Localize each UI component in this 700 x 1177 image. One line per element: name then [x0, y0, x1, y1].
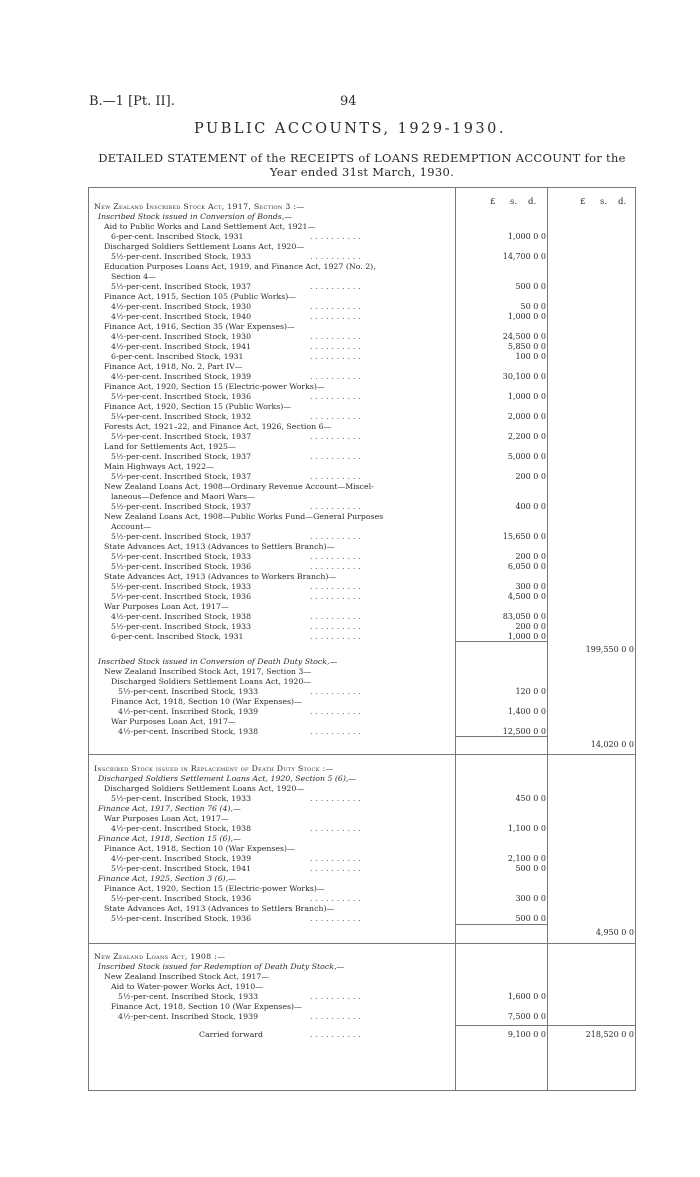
subtotal-amount: 83,050 0 0 — [502, 612, 546, 621]
leader-dots: . . . . . . . . . . — [310, 302, 361, 311]
row-description: 6-per-cent. Inscribed Stock, 1931 — [111, 352, 244, 361]
row-description: 4½-per-cent. Inscribed Stock, 1939 — [111, 372, 252, 381]
row-description: Finance Act, 1916, Section 35 (War Expenses)— — [104, 322, 295, 331]
subtotal-amount: 1,000 0 0 — [507, 632, 546, 641]
table-row — [88, 927, 636, 938]
leader-dots: . . . . . . . . . . — [310, 1030, 361, 1039]
leader-dots: . . . . . . . . . . — [310, 412, 361, 421]
leader-dots: . . . . . . . . . . — [310, 372, 361, 381]
row-description: 5½-per-cent. Inscribed Stock, 1933 — [111, 582, 252, 591]
subtotal-amount: 200 0 0 — [515, 622, 546, 631]
leader-dots: . . . . . . . . . . — [310, 282, 361, 291]
row-description: Section 4— — [111, 272, 156, 281]
table-row — [88, 1029, 636, 1040]
row-description: 4½-per-cent. Inscribed Stock, 1930 — [111, 332, 252, 341]
row-description: Finance Act, 1918, Section 10 (War Expenses)— — [111, 1002, 302, 1011]
row-description: New Zealand Inscribed Stock Act, 1917, Section 3— — [104, 667, 312, 676]
row-description: State Advances Act, 1913 (Advances to Settlers Branch)— — [104, 542, 335, 551]
leader-dots: . . . . . . . . . . — [310, 432, 361, 441]
row-description: 5½-per-cent. Inscribed Stock, 1933 — [111, 552, 252, 561]
leader-dots: . . . . . . . . . . — [310, 582, 361, 591]
row-description: Forests Act, 1921–22, and Finance Act, 1926, Section 6— — [104, 422, 332, 431]
row-description: New Zealand Loans Act, 1908—Ordinary Revenue Account—Miscel- — [104, 482, 374, 491]
row-description: Aid to Public Works and Land Settlement Act, 1921— — [104, 222, 316, 231]
row-description: Land for Settlements Act, 1925— — [104, 442, 236, 451]
total-amount: 4,950 0 0 — [595, 928, 634, 937]
leader-dots: . . . . . . . . . . — [310, 727, 361, 736]
row-description: Main Highways Act, 1922— — [104, 462, 214, 471]
row-description: Finance Act, 1915, Section 105 (Public Works)— — [104, 292, 297, 301]
table-row — [88, 739, 636, 750]
subtotal-amount: 1,600 0 0 — [507, 992, 546, 1001]
row-description: State Advances Act, 1913 (Advances to Workers Branch)— — [104, 572, 337, 581]
row-description: New Zealand Inscribed Stock Act, 1917, Section 3 :— — [94, 202, 305, 211]
table-row — [88, 1011, 636, 1022]
row-description: Finance Act, 1918, Section 10 (War Expenses)— — [111, 697, 302, 706]
row-description: Discharged Soldiers Settlement Loans Act, 1920, Section 5 (6),— — [98, 774, 357, 783]
row-description: 5½-per-cent. Inscribed Stock, 1936 — [111, 914, 252, 923]
leader-dots: . . . . . . . . . . — [310, 914, 361, 923]
leader-dots: . . . . . . . . . . — [310, 592, 361, 601]
leader-dots: . . . . . . . . . . — [310, 794, 361, 803]
leader-dots: . . . . . . . . . . — [310, 392, 361, 401]
subtotal-amount: 200 0 0 — [515, 472, 546, 481]
leader-dots: . . . . . . . . . . — [310, 707, 361, 716]
leader-dots: . . . . . . . . . . — [310, 687, 361, 696]
row-description: War Purposes Loan Act, 1917— — [104, 602, 229, 611]
row-description: 6-per-cent. Inscribed Stock, 1931 — [111, 232, 244, 241]
col-total-pence: d. — [618, 197, 627, 207]
leader-dots: . . . . . . . . . . — [310, 894, 361, 903]
row-description: 5½-per-cent. Inscribed Stock, 1937 — [111, 502, 252, 511]
subtotal-amount: 200 0 0 — [515, 552, 546, 561]
total-amount: 199,550 0 0 — [585, 645, 634, 654]
row-description: Inscribed Stock issued in Replacement of Death Duty Stock :— — [94, 764, 334, 773]
leader-dots: . . . . . . . . . . — [310, 502, 361, 511]
row-description: 5½-per-cent. Inscribed Stock, 1936 — [111, 894, 252, 903]
row-description: 5½-per-cent. Inscribed Stock, 1933 — [111, 252, 252, 261]
row-description: Finance Act, 1918, Section 15 (6),— — [98, 834, 241, 843]
subtotal-amount: 120 0 0 — [515, 687, 546, 696]
row-description: 5½-per-cent. Inscribed Stock, 1937 — [111, 472, 252, 481]
row-description: 5½-per-cent. Inscribed Stock, 1936 — [111, 562, 252, 571]
col-total-shillings: s. — [600, 197, 608, 207]
subtotal-amount: 500 0 0 — [515, 864, 546, 873]
table-row — [88, 913, 636, 924]
statement-table — [88, 187, 636, 1091]
col-total-pounds: £ — [580, 197, 586, 207]
leader-dots: . . . . . . . . . . — [310, 854, 361, 863]
subtotal-amount: 400 0 0 — [515, 502, 546, 511]
row-description: New Zealand Loans Act, 1908—Public Works Fund—General Purposes — [104, 512, 384, 521]
row-description: 5½-per-cent. Inscribed Stock, 1933 — [111, 622, 252, 631]
row-description: War Purposes Loan Act, 1917— — [111, 717, 236, 726]
leader-dots: . . . . . . . . . . — [310, 472, 361, 481]
leader-dots: . . . . . . . . . . — [310, 452, 361, 461]
subtotal-amount: 300 0 0 — [515, 894, 546, 903]
section-divider — [89, 754, 635, 755]
table-bottom-border — [88, 1090, 636, 1091]
table-top-border — [88, 187, 636, 188]
subtotal-amount: 14,700 0 0 — [502, 252, 546, 261]
subtotal-amount: 500 0 0 — [515, 914, 546, 923]
leader-dots: . . . . . . . . . . — [310, 312, 361, 321]
page-title: PUBLIC ACCOUNTS, 1929-1930. — [193, 121, 506, 137]
row-description: War Purposes Loan Act, 1917— — [104, 814, 229, 823]
row-description: New Zealand Inscribed Stock Act, 1917— — [104, 972, 270, 981]
row-description: State Advances Act, 1913 (Advances to Settlers Branch)— — [104, 904, 335, 913]
subtotal-amount: 300 0 0 — [515, 582, 546, 591]
subtotal-amount: 24,500 0 0 — [502, 332, 546, 341]
row-description: 6-per-cent. Inscribed Stock, 1931 — [111, 632, 244, 641]
page-number: 94 — [340, 94, 357, 109]
row-description: Finance Act, 1920, Section 15 (Electric-power Works)— — [104, 382, 325, 391]
subtotal-amount: 450 0 0 — [515, 794, 546, 803]
leader-dots: . . . . . . . . . . — [310, 532, 361, 541]
row-description: 4½-per-cent. Inscribed Stock, 1938 — [111, 824, 252, 833]
row-description: 4½-per-cent. Inscribed Stock, 1939 — [111, 854, 252, 863]
subtotal-amount: 1,000 0 0 — [507, 392, 546, 401]
table-row — [88, 726, 636, 737]
total-amount: 14,020 0 0 — [590, 740, 634, 749]
leader-dots: . . . . . . . . . . — [310, 232, 361, 241]
row-description: Finance Act, 1917, Section 76 (4),— — [98, 804, 241, 813]
row-description: laneous—Defence and Maori Wars— — [111, 492, 255, 501]
row-description: 5½-per-cent. Inscribed Stock, 1933 — [111, 794, 252, 803]
subtotal-amount: 100 0 0 — [515, 352, 546, 361]
row-description: 5½-per-cent. Inscribed Stock, 1933 — [118, 687, 259, 696]
subtotal-amount: 30,100 0 0 — [502, 372, 546, 381]
row-description: 5½-per-cent. Inscribed Stock, 1936 — [111, 592, 252, 601]
document-reference: B.—1 [Pt. II]. — [89, 94, 175, 109]
row-description: Inscribed Stock issued in Conversion of Death Duty Stock,— — [98, 657, 338, 666]
row-description: Education Purposes Loans Act, 1919, and Finance Act, 1927 (No. 2), — [104, 262, 376, 271]
row-description: 5¼-per-cent. Inscribed Stock, 1932 — [111, 412, 252, 421]
subtotal-amount: 5,850 0 0 — [507, 342, 546, 351]
row-description: Finance Act, 1918, Section 10 (War Expenses)— — [104, 844, 295, 853]
leader-dots: . . . . . . . . . . — [310, 552, 361, 561]
subtotal-amount: 2,200 0 0 — [507, 432, 546, 441]
subtotal-amount: 1,000 0 0 — [507, 312, 546, 321]
row-description: 4½-per-cent. Inscribed Stock, 1939 — [118, 1012, 259, 1021]
row-description: 5½-per-cent. Inscribed Stock, 1937 — [111, 432, 252, 441]
row-description: 5½-per-cent. Inscribed Stock, 1936 — [111, 392, 252, 401]
row-description: 4½-per-cent. Inscribed Stock, 1938 — [118, 727, 259, 736]
subtotal-amount: 500 0 0 — [515, 282, 546, 291]
row-description: 5½-per-cent. Inscribed Stock, 1937 — [111, 282, 252, 291]
row-description: Aid to Water-power Works Act, 1910— — [111, 982, 264, 991]
row-description: Inscribed Stock issued for Redemption of Death Duty Stock,— — [98, 962, 345, 971]
leader-dots: . . . . . . . . . . — [310, 252, 361, 261]
row-description: 4½-per-cent. Inscribed Stock, 1940 — [111, 312, 252, 321]
col-sub-pounds: £ — [490, 197, 496, 207]
row-description: 4½-per-cent. Inscribed Stock, 1939 — [118, 707, 259, 716]
leader-dots: . . . . . . . . . . — [310, 1012, 361, 1021]
row-description: Finance Act, 1920, Section 15 (Public Works)— — [104, 402, 292, 411]
row-description: 5½-per-cent. Inscribed Stock, 1937 — [111, 452, 252, 461]
row-description: 5½-per-cent. Inscribed Stock, 1941 — [111, 864, 252, 873]
leader-dots: . . . . . . . . . . — [310, 632, 361, 641]
row-description: Finance Act, 1925, Section 3 (6),— — [98, 874, 236, 883]
col-sub-pence: d. — [528, 197, 537, 207]
row-description: 4½-per-cent. Inscribed Stock, 1938 — [111, 612, 252, 621]
subtotal-amount: 1,000 0 0 — [507, 232, 546, 241]
subtotal-amount: 50 0 0 — [520, 302, 546, 311]
subtotal-amount: 9,100 0 0 — [507, 1030, 546, 1039]
leader-dots: . . . . . . . . . . — [310, 824, 361, 833]
leader-dots: . . . . . . . . . . — [310, 342, 361, 351]
total-amount: 218,520 0 0 — [585, 1030, 634, 1039]
leader-dots: . . . . . . . . . . — [310, 352, 361, 361]
row-description: Discharged Soldiers Settlement Loans Act, 1920— — [104, 784, 305, 793]
subtotal-rule — [456, 924, 547, 925]
subtotal-amount: 2,000 0 0 — [507, 412, 546, 421]
subtotal-amount: 1,100 0 0 — [507, 824, 546, 833]
row-description: 4½-per-cent. Inscribed Stock, 1941 — [111, 342, 252, 351]
subtotal-amount: 1,400 0 0 — [507, 707, 546, 716]
table-row — [88, 631, 636, 642]
row-description: 5½-per-cent. Inscribed Stock, 1937 — [111, 532, 252, 541]
carried-forward-rule — [456, 1025, 636, 1026]
leader-dots: . . . . . . . . . . — [310, 622, 361, 631]
leader-dots: . . . . . . . . . . — [310, 992, 361, 1001]
row-description: Discharged Soldiers Settlement Loans Act, 1920— — [104, 242, 305, 251]
leader-dots: . . . . . . . . . . — [310, 562, 361, 571]
subtotal-amount: 6,050 0 0 — [507, 562, 546, 571]
leader-dots: . . . . . . . . . . — [310, 612, 361, 621]
row-description: 5½-per-cent. Inscribed Stock, 1933 — [118, 992, 259, 1001]
section-divider — [89, 943, 635, 944]
subtotal-amount: 2,100 0 0 — [507, 854, 546, 863]
leader-dots: . . . . . . . . . . — [310, 332, 361, 341]
statement-subtitle: DETAILED STATEMENT of the RECEIPTS of LOANS REDEMPTION ACCOUNT for the Year ended 31st March, 1930. — [98, 151, 626, 179]
subtotal-amount: 12,500 0 0 — [502, 727, 546, 736]
row-description: Finance Act, 1920, Section 15 (Electric-power Works)— — [104, 884, 325, 893]
subtotal-amount: 7,500 0 0 — [507, 1012, 546, 1021]
col-sub-shillings: s. — [510, 197, 518, 207]
table-row — [88, 644, 636, 655]
row-description: Account— — [111, 522, 152, 531]
subtotal-amount: 4,500 0 0 — [507, 592, 546, 601]
row-description: Carried forward — [199, 1030, 263, 1039]
subtotal-amount: 15,650 0 0 — [502, 532, 546, 541]
row-description: New Zealand Loans Act, 1908 :— — [94, 952, 226, 961]
row-description: 4½-per-cent. Inscribed Stock, 1930 — [111, 302, 252, 311]
row-description: Finance Act, 1918, No. 2, Part IV— — [104, 362, 243, 371]
subtotal-amount: 5,000 0 0 — [507, 452, 546, 461]
leader-dots: . . . . . . . . . . — [310, 864, 361, 873]
row-description: Discharged Soldiers Settlement Loans Act, 1920— — [111, 677, 312, 686]
row-description: Inscribed Stock issued in Conversion of Bonds,— — [98, 212, 292, 221]
